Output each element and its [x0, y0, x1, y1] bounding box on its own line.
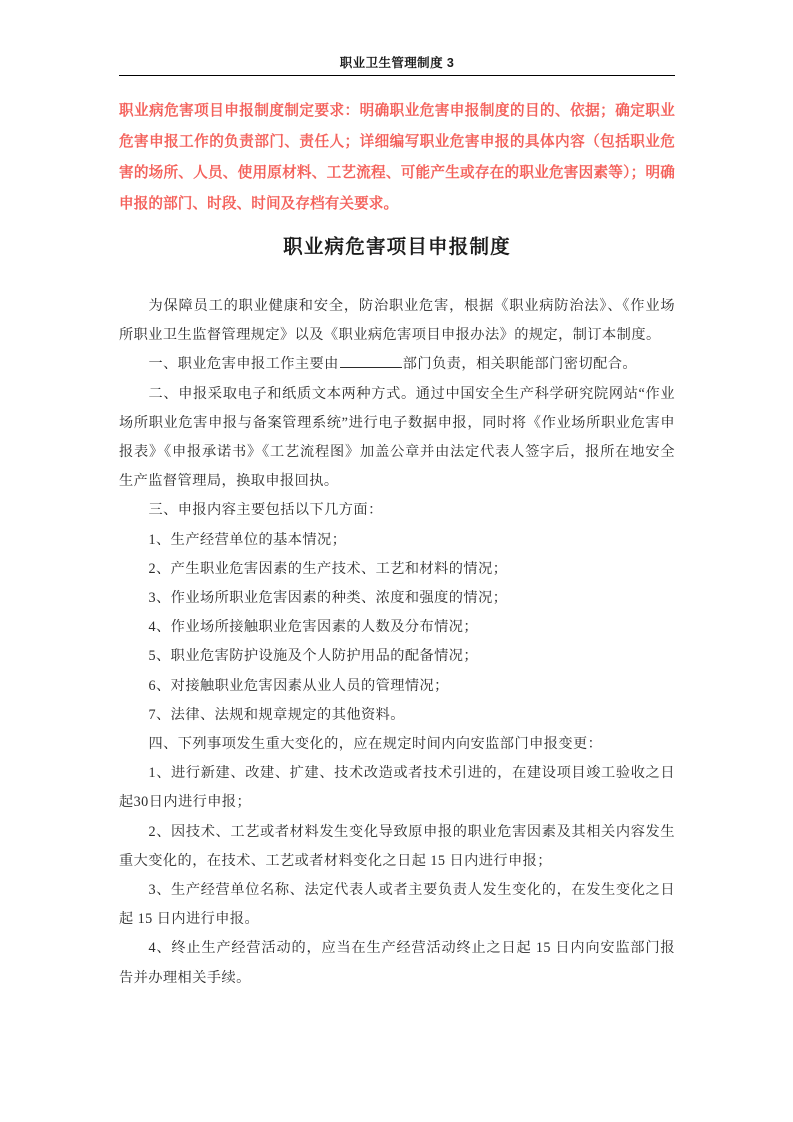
document-content [119, 96, 675, 993]
page-header [119, 55, 675, 76]
list-item: 3、作业场所职业危害因素的种类、浓度和强度的情况； [148, 590, 508, 607]
list-item: 4、作业场所接触职业危害因素的人数及分布情况； [148, 619, 479, 636]
article-1-text-before-blank: 一、职业危害申报工作主要由 [148, 356, 339, 373]
article-4-heading: 四、下列事项发生重大变化的，应在规定时间内向安监部门申报变更： [148, 736, 603, 753]
fill-in-blank-department[interactable] [340, 353, 402, 368]
list-item: 3、生产经营单位名称、法定代表人或者主要负责人发生变化的，在发生变化之日起 15 日内进行申报。 [119, 882, 675, 928]
list-item: 2、产生职业危害因素的生产技术、工艺和材料的情况； [148, 560, 508, 577]
document-body [119, 292, 675, 993]
red-instruction-note: 职业病危害项目申报制度制定要求：明确职业危害申报制度的目的、依据；确定职业危害申报工作的负责部门、责任人；详细编写职业危害申报的具体内容（包括职业危害的场所、人员、使用原材料、工艺流程、可能产生或存在的职业危害因素等）；明确申报的部门、时段、时间及存档有关要求。 [119, 103, 675, 212]
header-divider-rule [119, 75, 675, 76]
document-title: 职业病危害项目申报制度 [283, 236, 511, 258]
list-item: 4、终止生产经营活动的，应当在生产经营活动终止之日起 15 日内向安监部门报告并办理相关手续。 [119, 940, 675, 986]
list-item: 1、生产经营单位的基本情况； [148, 531, 347, 548]
article-1-text-after-blank: 部门负责，相关职能部门密切配合。 [402, 356, 637, 373]
list-item: 5、职业危害防护设施及个人防护用品的配备情况； [148, 648, 479, 665]
list-item: 6、对接触职业危害因素从业人员的管理情况； [148, 677, 449, 694]
article-1-paragraph [119, 350, 675, 379]
article-3-heading: 三、申报内容主要包括以下几方面： [148, 502, 383, 519]
list-item: 2、因技术、工艺或者材料发生变化导致原申报的职业危害因素及其相关内容发生重大变化的，在技术、工艺或者材料变化之日起 15 日内进行申报； [119, 823, 675, 869]
running-header-title: 职业卫生管理制度 3 [339, 56, 455, 70]
list-item: 1、进行新建、改建、扩建、技术改造或者技术引进的，在建设项目竣工验收之日起30日内进行申报； [119, 765, 675, 811]
preamble-paragraph: 为保障员工的职业健康和安全，防治职业危害，根据《职业病防治法》、《作业场所职业卫生监督管理规定》以及《职业病危害项目申报办法》的规定，制订本制度。 [119, 298, 675, 344]
article-2-paragraph: 二、申报采取电子和纸质文本两种方式。通过中国安全生产科学研究院网站“作业场所职业危害申报与备案管理系统”进行电子数据申报，同时将《作业场所职业危害申报表》《申报承诺书》《工艺流程图》加盖公章并由法定代表人签字后，报所在地安全生产监督管理局，换取申报回执。 [119, 385, 675, 490]
list-item: 7、法律、法规和规章规定的其他资料。 [148, 706, 405, 723]
